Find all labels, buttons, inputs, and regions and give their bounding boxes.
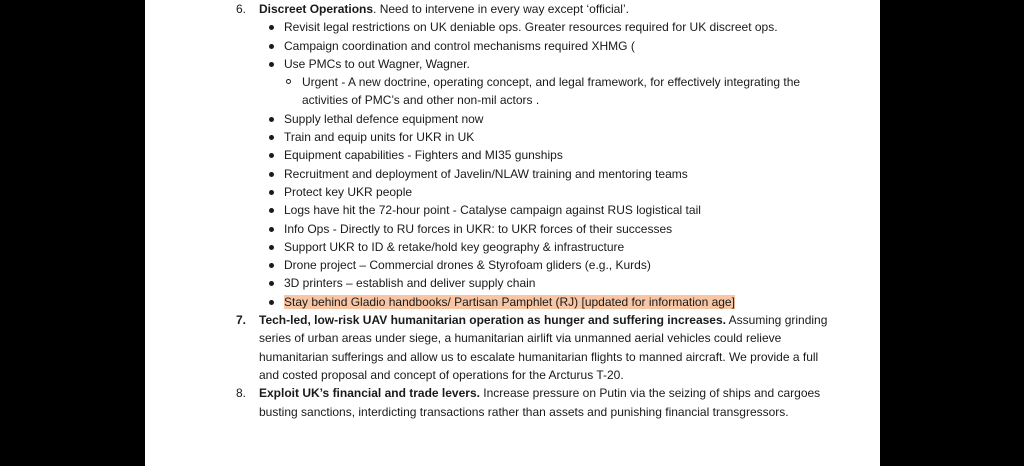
bullet-icon: [269, 117, 274, 122]
bullet-item: [145, 256, 880, 274]
bullet-text: Info Ops - Directly to RU forces in UKR: to UKR forces of their successes: [284, 221, 673, 236]
bullet-icon: [269, 135, 274, 140]
bullet-text: 3D printers – establish and deliver supply chain: [284, 276, 536, 291]
bullet-item: [145, 55, 880, 73]
bullet-item: [145, 274, 880, 292]
sub-bullet-text: Urgent - A new doctrine, operating concept, and legal framework, for effectively integrating the activities of PMC’s and other non-mil actors .: [302, 75, 801, 108]
item-heading: Discreet Operations: [259, 2, 374, 16]
bullet-icon: [269, 62, 274, 67]
list-item-6: [145, 0, 880, 18]
item-number: 8.: [236, 386, 247, 401]
bullet-text: Recruitment and deployment of Javelin/NLAW training and mentoring teams: [284, 166, 688, 181]
bullet-item: [145, 128, 880, 146]
highlighted-bullet-text: Stay behind Gladio handbooks/ Partisan Pamphlet (RJ) [updated for information age]: [284, 294, 735, 309]
bullet-item: [145, 146, 880, 164]
document-body: [145, 0, 880, 421]
bullet-item: [145, 18, 880, 36]
bullet-text: Revisit legal restrictions on UK deniable ops. Greater resources required for UK discreet ops.: [284, 20, 778, 35]
bullet-text: Equipment capabilities - Fighters and MI35 gunships: [284, 148, 563, 163]
bullet-text: Supply lethal defence equipment now: [284, 111, 484, 126]
bullet-text: Campaign coordination and control mechanisms required XHMG (: [284, 38, 635, 53]
bullet-icon: [269, 153, 274, 158]
bullet-icon: [269, 25, 274, 30]
sub-bullet-item: [145, 73, 880, 110]
bullet-text: Drone project – Commercial drones & Styrofoam gliders (e.g., Kurds): [284, 258, 651, 273]
item-number: 6.: [236, 2, 247, 16]
highlighted-bullet-item: [145, 293, 880, 311]
bullet-item: [145, 220, 880, 238]
bullet-icon: [269, 263, 274, 268]
hollow-bullet-icon: [286, 79, 291, 84]
item-text: Increase pressure on Putin via the seizing of ships and cargoes busting sanctions, interdicting transactions rather than assets and punishing financial transgressors.: [259, 386, 821, 419]
bullet-icon: [269, 208, 274, 213]
bullet-item: [145, 37, 880, 55]
bullet-text: Support UKR to ID & retake/hold key geography & infrastructure: [284, 239, 625, 254]
bullet-icon: [269, 172, 274, 177]
bullet-icon: [269, 281, 274, 286]
bullet-text: Train and equip units for UKR in UK: [284, 130, 475, 145]
bullet-item: [145, 165, 880, 183]
bullet-item: [145, 238, 880, 256]
document-page: [145, 0, 880, 466]
item-text: . Need to intervene in every way except ‘official’.: [373, 2, 629, 16]
bullet-text: Logs have hit the 72-hour point - Catalyse campaign against RUS logistical tail: [284, 203, 701, 218]
bullet-item: [145, 201, 880, 219]
bullet-icon: [269, 227, 274, 232]
bullet-item: [145, 110, 880, 128]
item-text: Assuming grinding series of urban areas under siege, a humanitarian airlift via unmanned aerial vehicles could relieve humanitarian sufferings and allow us to escalate humanitarian flights to manned aircraft. We provide a full and costed proposal and concept of operations for the Arcturus T-20.: [259, 313, 828, 382]
bullet-text: Use PMCs to out Wagner, Wagner.: [284, 56, 470, 71]
item-heading: Exploit UK’s financial and trade levers.: [259, 386, 480, 401]
bullet-text: Protect key UKR people: [284, 184, 413, 199]
item-number: 7.: [236, 313, 247, 328]
list-item-7: [145, 311, 880, 384]
bullet-icon: [269, 44, 274, 49]
bullet-icon: [269, 190, 274, 195]
bullet-icon: [269, 245, 274, 250]
bullet-icon: [269, 300, 274, 305]
bullet-item: [145, 183, 880, 201]
item-heading: Tech-led, low-risk UAV humanitarian operation as hunger and suffering increases.: [259, 313, 726, 328]
list-item-8: [145, 384, 880, 421]
